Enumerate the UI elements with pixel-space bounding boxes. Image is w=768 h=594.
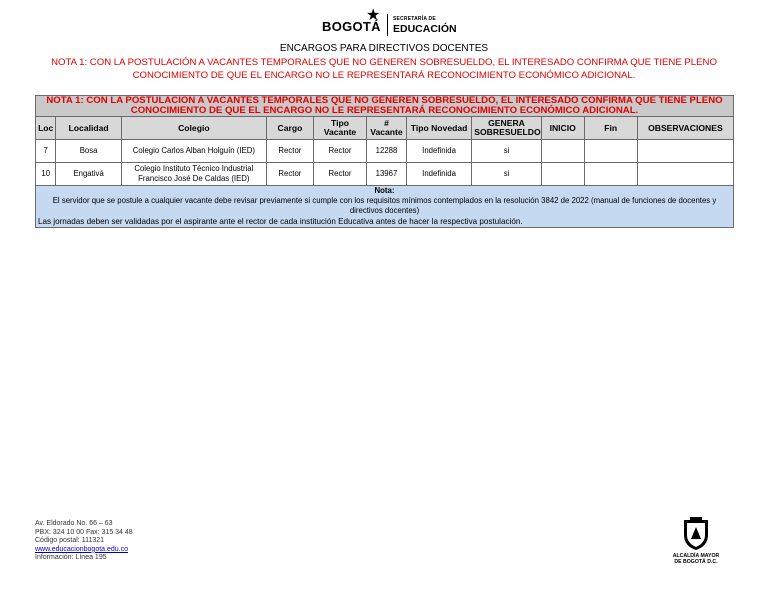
footer-note-line2: Las jornadas deben ser validadas por el aspirante ante el rector de cada institución Educativa antes de hacer la respectiva postulación. xyxy=(38,217,523,226)
postal-code-line: Código postal: 111321 xyxy=(35,537,105,545)
cell-colegio: Colegio Carlos Alban Holguín (IED) xyxy=(121,140,266,163)
cell-genera-sobresueldo: si xyxy=(472,140,541,163)
footer-note-title: Nota: xyxy=(374,186,395,195)
cell-colegio: Colegio Instituto Técnico Industrial Francisco José De Caldas (IED) xyxy=(121,163,266,186)
column-header: Colegio xyxy=(121,117,266,140)
alcaldia-line1: ALCALDÍA MAYOR xyxy=(672,553,720,559)
column-header: # Vacante xyxy=(367,117,407,140)
star-icon: ★ xyxy=(366,7,381,24)
column-header: Fin xyxy=(584,117,637,140)
vacancies-table xyxy=(35,95,734,228)
contact-address-block xyxy=(35,520,133,563)
footer-note-line1: El servidor que se postule a cualquier vacante debe revisar previamente si cumple con los requisitos mínimos contemplados en la resolución 3842 de 2022 (manual de funciones de docentes y directivos docentes) xyxy=(52,196,717,215)
column-header: Tipo Vacante xyxy=(313,117,366,140)
cell-tipo-novedad: Indefinida xyxy=(406,163,471,186)
cell-observaciones xyxy=(637,140,733,163)
cell-localidad: Engativá xyxy=(56,163,121,186)
logo-city-text: BOGOTÁ xyxy=(322,19,381,34)
cell-inicio xyxy=(541,140,584,163)
cell-tipo-vacante: Rector xyxy=(313,140,366,163)
logo-educacion-text: EDUCACIÓN xyxy=(393,23,457,35)
cell-cargo: Rector xyxy=(266,163,313,186)
cell-fin xyxy=(584,140,637,163)
cell-observaciones xyxy=(637,163,733,186)
info-line: Información: Línea 195 xyxy=(35,554,107,562)
coat-of-arms-icon xyxy=(681,517,711,551)
column-header: Tipo Novedad xyxy=(406,117,471,140)
website-link[interactable]: www.educacionbogota.edu.co xyxy=(35,545,129,553)
cell-loc: 10 xyxy=(36,163,56,186)
alcaldia-logo xyxy=(668,517,724,565)
phones-line: PBX: 324 10 00 Fax: 315 34 48 xyxy=(35,528,133,536)
column-header: INICIO xyxy=(541,117,584,140)
cell-numero-vacante: 12288 xyxy=(367,140,407,163)
column-header: Cargo xyxy=(266,117,313,140)
logo-divider xyxy=(387,14,388,36)
cell-tipo-novedad: Indefinida xyxy=(406,140,471,163)
cell-genera-sobresueldo: si xyxy=(472,163,541,186)
table-note: NOTA 1: CON LA POSTULACION A VACANTES TEMPORALES QUE NO GENEREN SOBRESUELDO, EL INTERESADO CONFIRMA QUE TIENE PLENO CONOCIMIENTO DE QUE EL ENCARGO NO LE REPRESENTARÁ RECONOCIMIENTO ECONÓMICO ADICIONAL. xyxy=(36,96,734,117)
document-title: ENCARGOS PARA DIRECTIVOS DOCENTES xyxy=(279,43,489,54)
cell-numero-vacante: 13967 xyxy=(367,163,407,186)
column-header: GENERA SOBRESUELDO xyxy=(472,117,541,140)
table-row xyxy=(36,163,734,186)
header-note: NOTA 1: CON LA POSTULACIÓN A VACANTES TEMPORALES QUE NO GENEREN SOBRESUELDO, EL INTERESADO CONFIRMA QUE TIENE PLENO CONOCIMIENTO DE QUE EL ENCARGO NO LE REPRESENTARÁ RECONOCIMIENTO ECONÓMICO ADICIONAL. xyxy=(51,57,717,81)
alcaldia-line2: DE BOGOTÁ D.C. xyxy=(674,559,718,565)
column-header: Loc xyxy=(36,117,56,140)
cell-localidad: Bosa xyxy=(56,140,121,163)
table-header-row xyxy=(36,117,734,140)
column-header: OBSERVACIONES xyxy=(637,117,733,140)
table-row xyxy=(36,140,734,163)
bogota-educacion-logo xyxy=(322,7,457,38)
cell-inicio xyxy=(541,163,584,186)
cell-cargo: Rector xyxy=(266,140,313,163)
cell-loc: 7 xyxy=(36,140,56,163)
cell-tipo-vacante: Rector xyxy=(313,163,366,186)
column-header: Localidad xyxy=(56,117,121,140)
cell-fin xyxy=(584,163,637,186)
address-line: Av. Eldorado No. 66 – 63 xyxy=(35,520,113,527)
logo-secretaria-text: SECRETARÍA DE xyxy=(393,16,436,22)
table-footer-note xyxy=(36,186,734,228)
